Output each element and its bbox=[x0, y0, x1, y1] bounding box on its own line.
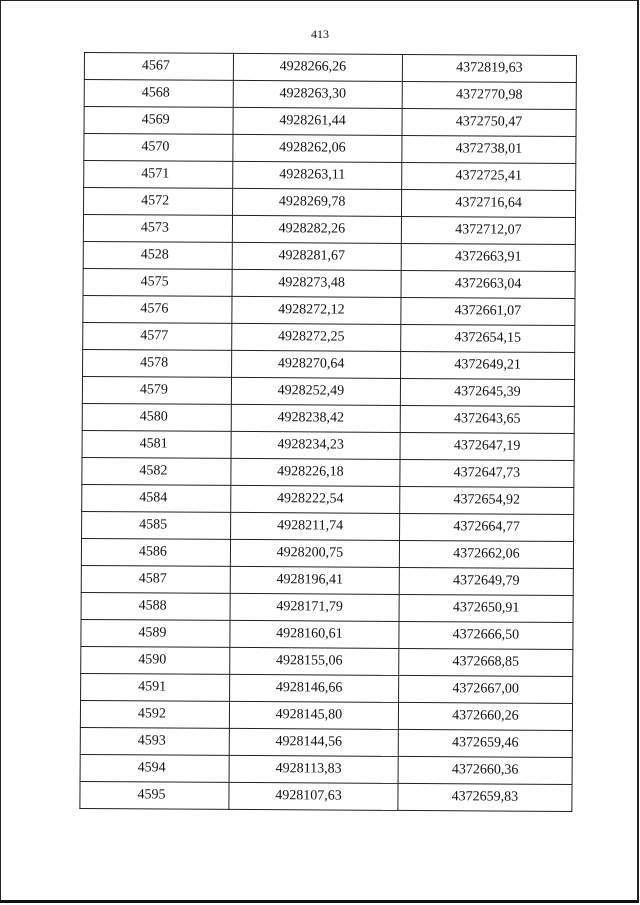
y-coordinate-cell: 4372666,50 bbox=[399, 621, 573, 649]
y-coordinate-cell: 4372725,41 bbox=[402, 162, 576, 190]
y-coordinate-cell: 4372661,07 bbox=[401, 297, 575, 325]
x-coordinate-cell: 4928200,75 bbox=[230, 539, 399, 567]
y-coordinate-cell: 4372668,85 bbox=[399, 648, 573, 676]
table-row bbox=[84, 53, 576, 83]
point-number-cell: 4595 bbox=[80, 781, 229, 809]
coordinates-table bbox=[79, 52, 577, 812]
table-row bbox=[81, 592, 573, 622]
point-number-cell: 4579 bbox=[82, 376, 231, 404]
y-coordinate-cell: 4372663,91 bbox=[401, 243, 575, 271]
table-row bbox=[80, 781, 572, 811]
point-number-cell: 4571 bbox=[84, 161, 233, 189]
point-number-cell: 4589 bbox=[81, 619, 230, 647]
y-coordinate-cell: 4372647,19 bbox=[400, 432, 574, 460]
point-number-cell: 4568 bbox=[84, 80, 233, 108]
table-row bbox=[82, 403, 574, 433]
point-number-cell: 4572 bbox=[84, 188, 233, 216]
x-coordinate-cell: 4928272,12 bbox=[232, 296, 401, 324]
x-coordinate-cell: 4928171,79 bbox=[230, 593, 399, 621]
point-number-cell: 4594 bbox=[80, 754, 229, 782]
x-coordinate-cell: 4928261,44 bbox=[233, 107, 402, 135]
point-number-cell: 4567 bbox=[84, 53, 233, 81]
x-coordinate-cell: 4928263,30 bbox=[233, 80, 402, 108]
x-coordinate-cell: 4928196,41 bbox=[230, 566, 399, 594]
point-number-cell: 4590 bbox=[81, 646, 230, 674]
x-coordinate-cell: 4928234,23 bbox=[231, 431, 400, 459]
point-number-cell: 4588 bbox=[81, 592, 230, 620]
x-coordinate-cell: 4928262,06 bbox=[233, 134, 402, 162]
point-number-cell: 4528 bbox=[83, 241, 232, 269]
y-coordinate-cell: 4372667,00 bbox=[399, 675, 573, 703]
point-number-cell: 4580 bbox=[82, 403, 231, 431]
y-coordinate-cell: 4372659,46 bbox=[398, 729, 572, 757]
table-row bbox=[82, 376, 574, 406]
table-row bbox=[80, 700, 572, 730]
x-coordinate-cell: 4928272,25 bbox=[232, 323, 401, 351]
x-coordinate-cell: 4928113,83 bbox=[229, 755, 398, 783]
x-coordinate-cell: 4928238,42 bbox=[231, 404, 400, 432]
y-coordinate-cell: 4372738,01 bbox=[402, 135, 576, 163]
table-row bbox=[81, 646, 573, 676]
x-coordinate-cell: 4928263,11 bbox=[233, 161, 402, 189]
point-number-cell: 4578 bbox=[83, 349, 232, 377]
table-row bbox=[80, 727, 572, 757]
x-coordinate-cell: 4928146,66 bbox=[230, 674, 399, 702]
table-row bbox=[84, 134, 576, 164]
x-coordinate-cell: 4928269,78 bbox=[233, 188, 402, 216]
y-coordinate-cell: 4372649,79 bbox=[399, 567, 573, 595]
table-row bbox=[83, 322, 575, 352]
point-number-cell: 4575 bbox=[83, 268, 232, 296]
table-row bbox=[83, 268, 575, 298]
y-coordinate-cell: 4372654,92 bbox=[400, 486, 574, 514]
y-coordinate-cell: 4372819,63 bbox=[402, 54, 576, 82]
table-row bbox=[81, 538, 573, 568]
x-coordinate-cell: 4928145,80 bbox=[229, 701, 398, 729]
point-number-cell: 4585 bbox=[82, 511, 231, 539]
y-coordinate-cell: 4372647,73 bbox=[400, 459, 574, 487]
point-number-cell: 4576 bbox=[83, 295, 232, 323]
y-coordinate-cell: 4372770,98 bbox=[402, 81, 576, 109]
y-coordinate-cell: 4372659,83 bbox=[398, 783, 572, 811]
table-row bbox=[84, 161, 576, 191]
point-number-cell: 4584 bbox=[82, 484, 231, 512]
page-number: 413 bbox=[311, 27, 329, 41]
x-coordinate-cell: 4928144,56 bbox=[229, 728, 398, 756]
x-coordinate-cell: 4928266,26 bbox=[233, 53, 402, 81]
y-coordinate-cell: 4372660,26 bbox=[398, 702, 572, 730]
coordinates-table-container bbox=[79, 52, 576, 812]
point-number-cell: 4570 bbox=[84, 134, 233, 162]
y-coordinate-cell: 4372654,15 bbox=[401, 324, 575, 352]
x-coordinate-cell: 4928211,74 bbox=[231, 512, 400, 540]
point-number-cell: 4581 bbox=[82, 430, 231, 458]
table-row bbox=[80, 754, 572, 784]
table-row bbox=[83, 215, 575, 245]
point-number-cell: 4587 bbox=[81, 565, 230, 593]
point-number-cell: 4569 bbox=[84, 107, 233, 135]
table-row bbox=[83, 295, 575, 325]
x-coordinate-cell: 4928155,06 bbox=[230, 647, 399, 675]
table-row bbox=[82, 430, 574, 460]
table-row bbox=[84, 107, 576, 137]
table-row bbox=[83, 241, 575, 271]
y-coordinate-cell: 4372643,65 bbox=[400, 405, 574, 433]
x-coordinate-cell: 4928226,18 bbox=[231, 458, 400, 486]
table-row bbox=[82, 484, 574, 514]
table-row bbox=[81, 619, 573, 649]
y-coordinate-cell: 4372662,06 bbox=[399, 540, 573, 568]
point-number-cell: 4586 bbox=[81, 538, 230, 566]
y-coordinate-cell: 4372663,04 bbox=[401, 270, 575, 298]
x-coordinate-cell: 4928222,54 bbox=[231, 485, 400, 513]
y-coordinate-cell: 4372664,77 bbox=[400, 513, 574, 541]
table-row bbox=[83, 349, 575, 379]
point-number-cell: 4592 bbox=[80, 700, 229, 728]
y-coordinate-cell: 4372649,21 bbox=[401, 351, 575, 379]
y-coordinate-cell: 4372645,39 bbox=[400, 378, 574, 406]
point-number-cell: 4573 bbox=[83, 215, 232, 243]
x-coordinate-cell: 4928252,49 bbox=[231, 377, 400, 405]
table-row bbox=[82, 457, 574, 487]
table-row bbox=[81, 565, 573, 595]
y-coordinate-cell: 4372650,91 bbox=[399, 594, 573, 622]
table-row bbox=[84, 80, 576, 110]
coordinates-table-body bbox=[80, 53, 577, 812]
table-row bbox=[84, 188, 576, 218]
x-coordinate-cell: 4928282,26 bbox=[232, 215, 401, 243]
point-number-cell: 4591 bbox=[81, 673, 230, 701]
x-coordinate-cell: 4928160,61 bbox=[230, 620, 399, 648]
x-coordinate-cell: 4928273,48 bbox=[232, 269, 401, 297]
point-number-cell: 4593 bbox=[80, 727, 229, 755]
point-number-cell: 4582 bbox=[82, 457, 231, 485]
y-coordinate-cell: 4372712,07 bbox=[401, 216, 575, 244]
point-number-cell: 4577 bbox=[83, 322, 232, 350]
y-coordinate-cell: 4372716,64 bbox=[402, 189, 576, 217]
table-row bbox=[82, 511, 574, 541]
table-row bbox=[81, 673, 573, 703]
y-coordinate-cell: 4372660,36 bbox=[398, 756, 572, 784]
x-coordinate-cell: 4928107,63 bbox=[229, 782, 398, 810]
y-coordinate-cell: 4372750,47 bbox=[402, 108, 576, 136]
x-coordinate-cell: 4928281,67 bbox=[232, 242, 401, 270]
x-coordinate-cell: 4928270,64 bbox=[232, 350, 401, 378]
